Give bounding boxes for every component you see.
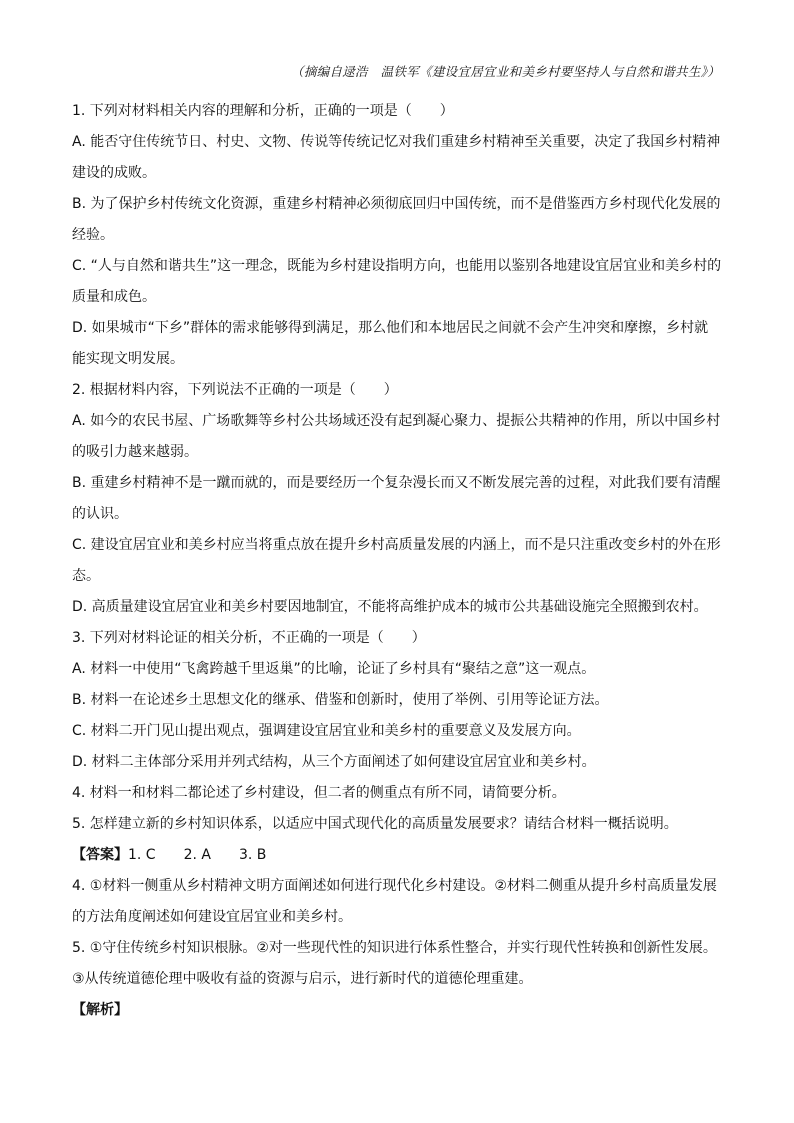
question-2-stem: 2. 根据材料内容，下列说法不正确的一项是（ ） bbox=[72, 382, 398, 398]
analysis-line bbox=[72, 995, 722, 1026]
source-citation: （摘编自逯浩 温铁军《建设宜居宜业和美乡村要坚持人与自然和谐共生》） bbox=[291, 64, 720, 79]
question-1-option-c: C. “人与自然和谐共生”这一理念，既能为乡村建设指明方向，也能用以鉴别各地建设宜居宜业和美乡村的质量和成色。 bbox=[72, 258, 722, 305]
question-2-option-a: A. 如今的农民书屋、广场歌舞等乡村公共场域还没有起到凝心聚力、提振公共精神的作用，所以中国乡村的吸引力越来越弱。 bbox=[72, 413, 721, 460]
question-2-option-c: C. 建设宜居宜业和美乡村应当将重点放在提升乡村高质量发展的内涵上，而不是只注重改变乡村的外在形态。 bbox=[72, 537, 721, 584]
question-3-option-a: A. 材料一中使用“飞禽跨越千里返巢”的比喻，论证了乡村具有“聚结之意”这一观点。 bbox=[72, 661, 596, 677]
answer-q4: 4. ①材料一侧重从乡村精神文明方面阐述如何进行现代化乡村建设。②材料二侧重从提升乡村高质量发展的方法角度阐述如何建设宜居宜业和美乡村。 bbox=[72, 878, 717, 925]
answer-q5: 5. ①守住传统乡村知识根脉。②对一些现代性的知识进行体系性整合，并实行现代性转换和创新性发展。③从传统道德伦理中吸收有益的资源与启示，进行新时代的道德伦理重建。 bbox=[72, 940, 717, 987]
question-3-option-b: B. 材料一在论述乡土思想文化的继承、借鉴和创新时，使用了举例、引用等论证方法。 bbox=[72, 692, 609, 708]
question-3-stem: 3. 下列对材料论证的相关分析，不正确的一项是（ ） bbox=[72, 630, 426, 646]
question-1-stem: 1. 下列对材料相关内容的理解和分析，正确的一项是（ ） bbox=[72, 103, 454, 119]
question-1-option-a: A. 能否守住传统节日、村史、文物、传说等传统记忆对我们重建乡村精神至关重要，决定了我国乡村精神建设的成败。 bbox=[72, 134, 721, 181]
question-3-option-c: C. 材料二开门见山提出观点，强调建设宜居宜业和美乡村的重要意义及发展方向。 bbox=[72, 723, 581, 739]
question-2-option-d: D. 高质量建设宜居宜业和美乡村要因地制宜，不能将高维护成本的城市公共基础设施完全照搬到农村。 bbox=[72, 599, 708, 615]
question-2-option-b: B. 重建乡村精神不是一蹴而就的，而是要经历一个复杂漫长而又不断发展完善的过程，对此我们要有清醒的认识。 bbox=[72, 475, 721, 522]
question-3-option-d: D. 材料二主体部分采用并列式结构，从三个方面阐述了如何建设宜居宜业和美乡村。 bbox=[72, 754, 596, 770]
question-1-option-d: D. 如果城市“下乡”群体的需求能够得到满足，那么他们和本地居民之间就不会产生冲突和摩擦，乡村就能实现文明发展。 bbox=[72, 320, 709, 367]
answer-tag: 【答案】 bbox=[72, 847, 128, 863]
question-4-stem: 4. 材料一和材料二都论述了乡村建设，但二者的侧重点有所不同，请简要分析。 bbox=[72, 785, 566, 801]
question-5-stem: 5. 怎样建立新的乡村知识体系，以适应中国式现代化的高质量发展要求？请结合材料一概括说明。 bbox=[72, 816, 678, 832]
analysis-tag: 【解析】 bbox=[72, 1002, 128, 1018]
answer-choices: 1. C 2. A 3. B bbox=[128, 847, 267, 863]
question-1-option-b: B. 为了保护乡村传统文化资源，重建乡村精神必须彻底回归中国传统，而不是借鉴西方乡村现代化发展的经验。 bbox=[72, 196, 721, 243]
question-content bbox=[72, 96, 722, 1026]
answer-line bbox=[72, 840, 722, 871]
